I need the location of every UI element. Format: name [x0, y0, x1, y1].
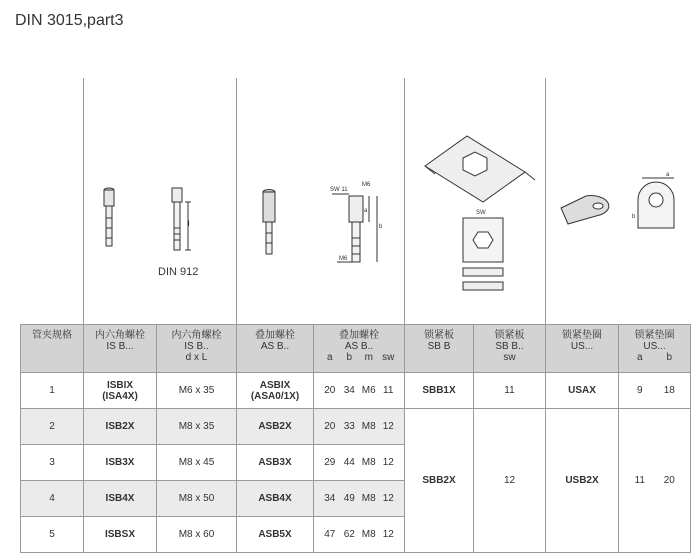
- svg-text:a: a: [666, 172, 670, 178]
- sw11-label: SW 11: [330, 187, 348, 193]
- table-row: 5 ISBSX M8 x 60 ASB5X 47 62 M8 12: [21, 517, 691, 553]
- table-row: 4 ISB4X M8 x 50 ASB4X 34 49 M8 12: [21, 481, 691, 517]
- m6-label: M6: [362, 182, 371, 188]
- table-row: 2 ISB2X M8 x 35 ASB2X 20 33 M8 12 SBB2X 12 USB2X 11 20: [21, 409, 691, 445]
- svg-text:a: a: [364, 208, 368, 214]
- socket-screw-drawing: [84, 78, 236, 324]
- m6-label: M6: [339, 256, 348, 262]
- header-lock-plate-sw: 锁紧板 SB B.. sw: [474, 325, 546, 373]
- lock-plate-1: SBB1X: [405, 373, 474, 409]
- header-stacking-bolt: 叠加螺栓 AS B..: [237, 325, 314, 373]
- din912-caption: DIN 912: [158, 266, 199, 278]
- table-row: 3 ISB3X M8 x 45 ASB3X 29 44 M8 12: [21, 445, 691, 481]
- header-lock-washer: 锁紧垫圈 US...: [546, 325, 619, 373]
- page-title: DIN 3015,part3: [15, 12, 124, 29]
- header-stacking-bolt-dims: 叠加螺栓 AS B.. a b m sw: [314, 325, 405, 373]
- header-socket-bolt-size: 内六角螺栓 IS B.. d x L: [157, 325, 237, 373]
- header-socket-bolt: 内六角螺栓 IS B...: [84, 325, 157, 373]
- header-clamp-size: 管夹规格: [21, 325, 84, 373]
- header-lock-washer-dims: 锁紧垫圈 US... a b: [619, 325, 691, 373]
- washer-2: USB2X: [546, 409, 619, 553]
- spec-sheet: [20, 78, 690, 552]
- washer-1: USAX: [546, 373, 619, 409]
- table-row: 1 ISBIX (ISA4X) M6 x 35 ASBIX (ASA0/1X) 20 34 M6 11 SBB1X 11 USAX 9 18: [21, 373, 691, 409]
- sw-label: SW: [476, 210, 486, 216]
- header-lock-plate: 锁紧板 SB B: [405, 325, 474, 373]
- svg-text:b: b: [632, 214, 636, 220]
- svg-text:b: b: [379, 224, 383, 230]
- stacking-bolt-drawing: [237, 78, 404, 324]
- lock-plate-2: SBB2X: [405, 409, 474, 553]
- svg-text:l: l: [188, 221, 190, 228]
- lock-plate-drawing: [405, 78, 545, 324]
- spec-table: [20, 324, 691, 553]
- lock-washer-drawing: [546, 78, 690, 324]
- table-header-row: [21, 325, 691, 373]
